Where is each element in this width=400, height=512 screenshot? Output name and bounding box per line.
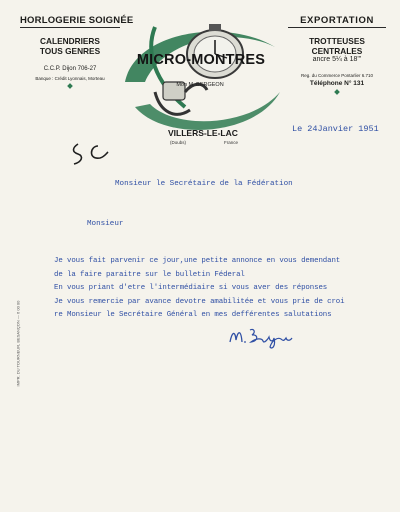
body-line: re Monsieur le Secrétaire Général en mes defférentes salutations	[54, 311, 332, 319]
telephone-number: Téléphone N° 131	[309, 80, 365, 87]
letterhead-left-block	[20, 15, 134, 88]
letter-addressee: Monsieur le Secrétaire de la Fédération	[115, 180, 293, 188]
left-header-line1: CALENDRIERS	[40, 36, 100, 46]
maker-name: Mon M. BERGEON	[176, 82, 224, 88]
body-line: En vous priant d'etre l'intermédiaire si vous aver des réponses	[54, 284, 328, 292]
left-header-title: HORLOGERIE SOIGNÉE	[20, 15, 134, 26]
brand-name: MICRO-MONTRES	[136, 52, 266, 68]
handwritten-signature-icon	[226, 322, 296, 350]
diamond-icon	[334, 89, 340, 95]
letter-date: Le 24Janvier 1951	[292, 124, 379, 134]
letter-salutation: Monsieur	[87, 220, 124, 228]
region-name: (Doubs)	[170, 140, 187, 145]
right-header-title: EXPORTATION	[288, 15, 386, 28]
body-line: Je vous remercie par avance devotre amabilitée et vous prie de croi	[54, 298, 345, 306]
right-header-line1: TROTTEUSES	[309, 36, 365, 46]
diamond-icon	[67, 83, 73, 89]
watch-logo-illustration	[115, 12, 285, 142]
left-header-line2: TOUS GENRES	[39, 46, 101, 56]
letterhead-right-block	[288, 15, 386, 94]
registry-number: Reg. du Commerce Pontarlier 6.710	[300, 73, 374, 78]
right-header-line2: CENTRALES	[311, 46, 363, 56]
watch-strap	[209, 24, 221, 31]
ccp-number: C.C.P. Dijon 706-27	[43, 66, 97, 72]
town-name: VILLERS-LE-LAC	[168, 128, 238, 138]
body-line: Je vous fait parvenir ce jour,une petite annonce en vous demendant	[54, 257, 341, 265]
right-header-line3: ancre 5¼ à 18'''	[312, 56, 362, 63]
bank-info: Banque : Crédit Lyonnais, Morteau	[35, 76, 105, 81]
country-name: France	[224, 140, 239, 145]
handwritten-mark-icon	[68, 138, 114, 170]
printer-credit: IMPR. DU TOURNEUR, BESANÇON — 6 00 00	[15, 300, 21, 387]
body-line: de la faire paraitre sur le bulletin Féderal	[54, 271, 245, 279]
